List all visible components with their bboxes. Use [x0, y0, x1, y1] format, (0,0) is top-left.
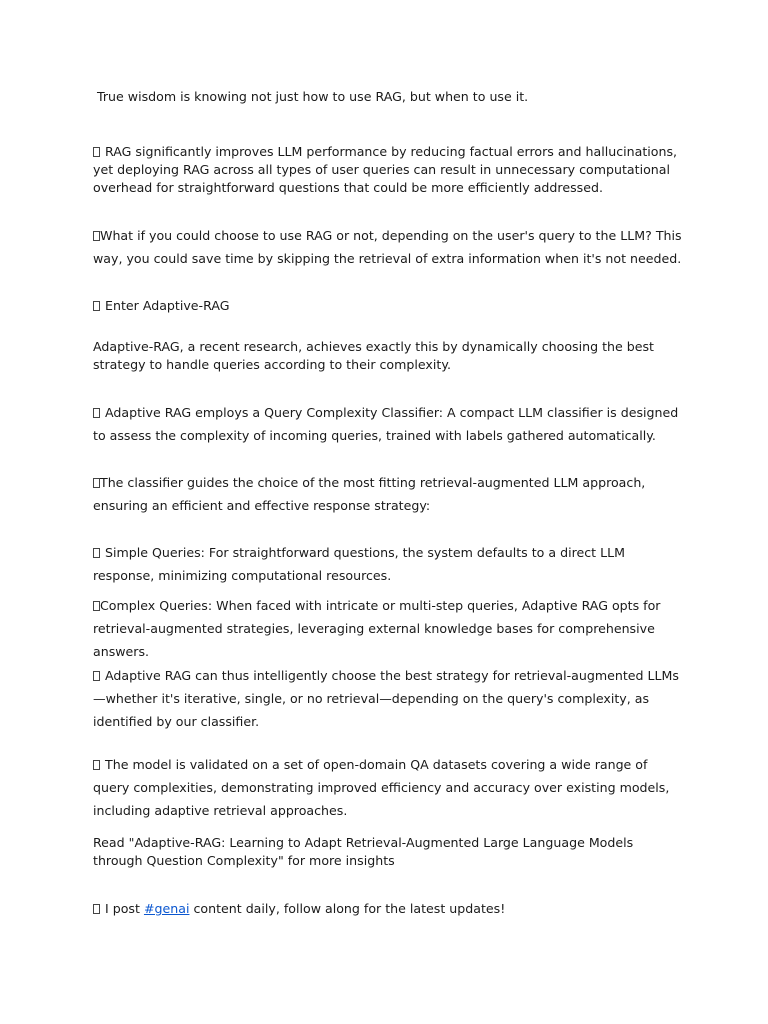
paragraph-validation: [93, 753, 683, 822]
hashtag-genai-link[interactable]: #genai: [143, 901, 190, 916]
missing-glyph-icon: [93, 301, 100, 311]
paragraph-text: What if you could choose to use RAG or not, depending on the user's query to the LLM? This way, you could save time by skipping the retrieval of extra information when it's not needed.: [93, 228, 682, 266]
missing-glyph-icon: [93, 760, 100, 770]
paragraph-text: I post: [105, 901, 140, 916]
paragraph-complex-queries: [93, 594, 683, 663]
paragraph-intelligent-choice: [93, 664, 683, 733]
paragraph-follow-along: [93, 900, 683, 918]
paragraph-text: The classifier guides the choice of the most fitting retrieval-augmented LLM approach, ensuring an efficient and effective response strategy:: [93, 475, 646, 513]
paragraph-text: Adaptive-RAG, a recent research, achieves exactly this by dynamically choosing the best strategy to handle queries according to their complexity.: [93, 339, 654, 372]
paragraph-what-if: [93, 224, 683, 270]
paragraph-text: Enter Adaptive-RAG: [105, 298, 230, 313]
paragraph-classifier-guides: [93, 471, 683, 517]
missing-glyph-icon: [93, 671, 100, 681]
intro-paragraph: [93, 88, 683, 106]
paragraph-simple-queries: [93, 541, 683, 587]
paragraph-text: Adaptive RAG can thus intelligently choose the best strategy for retrieval-augmented LLMs—whether it's iterative, single, or no retrieval—depending on the query's complexity, as identified by our classifier.: [93, 668, 679, 729]
paragraph-text: Simple Queries: For straightforward questions, the system defaults to a direct LLM response, minimizing computational resources.: [93, 545, 625, 583]
missing-glyph-icon: [93, 231, 100, 241]
missing-glyph-icon: [93, 408, 100, 418]
paragraph-adaptive-rag-research: [93, 338, 683, 374]
paragraph-text: content daily, follow along for the latest updates!: [193, 901, 506, 916]
paragraph-query-classifier: [93, 401, 683, 447]
paragraph-rag-benefits: [93, 143, 683, 197]
intro-text: True wisdom is knowing not just how to use RAG, but when to use it.: [97, 89, 529, 104]
paragraph-text: Complex Queries: When faced with intricate or multi-step queries, Adaptive RAG opts for retrieval-augmented strategies, leveraging external knowledge bases for comprehensive answers.: [93, 598, 661, 659]
paragraph-enter-adaptive-rag: [93, 297, 683, 315]
missing-glyph-icon: [93, 147, 100, 157]
paragraph-text: The model is validated on a set of open-domain QA datasets covering a wide range of query complexities, demonstrating improved efficiency and accuracy over existing models, including adaptive retrieval approaches.: [93, 757, 670, 818]
paragraph-text: RAG significantly improves LLM performance by reducing factual errors and hallucinations, yet deploying RAG across all types of user queries can result in unnecessary computational overhead for straightforward questions that could be more efficiently addressed.: [93, 144, 678, 195]
missing-glyph-icon: [93, 548, 100, 558]
missing-glyph-icon: [93, 478, 100, 488]
missing-glyph-icon: [93, 601, 100, 611]
paragraph-read-paper: [93, 834, 683, 870]
missing-glyph-icon: [93, 904, 100, 914]
paragraph-text: Adaptive RAG employs a Query Complexity Classifier: A compact LLM classifier is designed to assess the complexity of incoming queries, trained with labels gathered automatically.: [93, 405, 679, 443]
paragraph-text: Read "Adaptive-RAG: Learning to Adapt Retrieval-Augmented Large Language Models through Question Complexity" for more insights: [93, 835, 634, 868]
